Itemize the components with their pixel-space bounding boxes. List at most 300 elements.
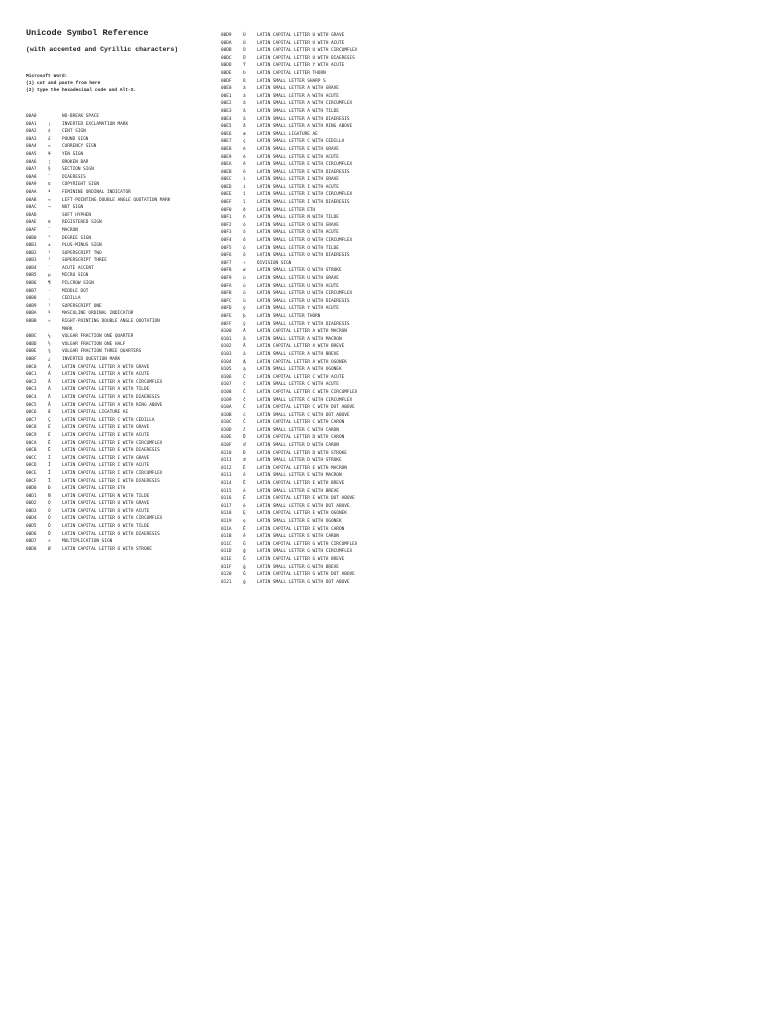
- symbol-row: [26, 204, 216, 212]
- character-name: LATIN SMALL LETTER I WITH DIAERESIS: [257, 200, 350, 206]
- character-name: LATIN CAPITAL LETTER O WITH ACUTE: [62, 508, 150, 514]
- symbol-row: [221, 472, 393, 480]
- character-name: DIVISION SIGN: [257, 260, 292, 266]
- instruction-line: (1) cut and paste from here: [26, 81, 101, 86]
- character-name: CURRENCY SIGN: [62, 144, 97, 150]
- character-name: YEN SIGN: [62, 151, 84, 157]
- symbol-row: [26, 310, 216, 318]
- page-subtitle: (with accented and Cyrillic characters): [26, 46, 179, 53]
- symbol-glyph: ĝ: [243, 549, 246, 555]
- character-name: NO-BREAK SPACE: [62, 114, 100, 119]
- code-point: 0111: [221, 458, 232, 464]
- symbol-row: [26, 151, 216, 159]
- code-point: 0119: [221, 519, 232, 524]
- character-name: LATIN CAPITAL LETTER E WITH MACRON: [257, 465, 347, 471]
- character-name: LATIN CAPITAL LETTER E WITH CARON: [257, 526, 345, 532]
- symbol-row: [221, 564, 393, 572]
- symbol-glyph: ¿: [48, 357, 51, 362]
- symbol-row: [221, 161, 393, 169]
- symbol-row: [26, 113, 216, 121]
- symbol-glyph: Ë: [48, 448, 51, 454]
- symbol-row: [26, 364, 216, 372]
- symbol-glyph: ą: [243, 367, 246, 373]
- character-name: LATIN CAPITAL LETTER C WITH ACUTE: [257, 374, 345, 380]
- symbol-row: [26, 379, 216, 387]
- symbol-row: [221, 191, 393, 199]
- character-name: LATIN SMALL LETTER Y WITH DIAERESIS: [257, 321, 350, 327]
- code-point: 00AD: [26, 212, 37, 218]
- symbol-glyph: ē: [243, 473, 246, 479]
- code-point: 00F2: [221, 222, 232, 228]
- symbol-row: [26, 440, 216, 448]
- code-point: 00FE: [221, 313, 232, 319]
- symbol-row: [221, 579, 393, 587]
- symbol-glyph: à: [243, 86, 246, 92]
- symbol-glyph: Ô: [48, 516, 51, 522]
- symbol-glyph: Â: [48, 379, 51, 385]
- symbol-glyph: ¾: [48, 349, 51, 355]
- character-name: LATIN CAPITAL LETTER A WITH OGONEK: [257, 359, 347, 365]
- code-point: 00D1: [26, 493, 37, 499]
- character-name: LATIN CAPITAL LETTER D WITH STROKE: [257, 450, 347, 456]
- code-point: 00BA: [26, 311, 37, 317]
- code-point: 0101: [221, 336, 232, 342]
- character-name: LATIN SMALL LETTER THORN: [257, 313, 321, 319]
- symbol-glyph: å: [243, 124, 246, 130]
- character-name: LATIN CAPITAL LETTER A WITH TILDE: [62, 387, 150, 393]
- character-name: LATIN CAPITAL LETTER G WITH DOT ABOVE: [257, 572, 355, 578]
- symbol-row: [221, 146, 393, 154]
- code-point: 011E: [221, 556, 232, 562]
- code-point: 00BF: [26, 357, 37, 362]
- symbol-glyph: µ: [48, 273, 51, 279]
- character-name: LATIN SMALL LETTER Y WITH ACUTE: [257, 306, 339, 312]
- symbol-glyph: Ê: [48, 440, 51, 446]
- symbol-row: [26, 356, 216, 364]
- symbol-row: [221, 214, 393, 222]
- symbol-glyph: Ğ: [243, 556, 246, 562]
- symbol-row: [26, 462, 216, 470]
- symbol-row: [26, 242, 216, 250]
- symbol-row: [221, 123, 393, 131]
- character-name: LATIN SMALL LETTER E WITH ACUTE: [257, 154, 339, 160]
- symbol-row: [26, 212, 216, 220]
- code-point: 00BB: [26, 319, 37, 325]
- character-name: LATIN SMALL LETTER G WITH DOT ABOVE: [257, 579, 350, 585]
- symbol-row: [221, 78, 393, 86]
- code-point: 00C0: [26, 364, 37, 370]
- symbol-glyph: [48, 326, 62, 334]
- code-point: 00AF: [26, 227, 37, 233]
- symbol-row: [26, 227, 216, 235]
- character-name: INVERTED QUESTION MARK: [62, 357, 121, 362]
- character-name: LATIN CAPITAL LETTER A WITH RING ABOVE: [62, 402, 163, 408]
- symbol-glyph: Ù: [243, 33, 246, 38]
- character-name: LATIN SMALL LETTER A WITH GRAVE: [257, 86, 339, 92]
- character-name: LATIN CAPITAL LETTER A WITH GRAVE: [62, 364, 150, 370]
- symbol-glyph: ğ: [243, 564, 246, 570]
- code-point: 0107: [221, 382, 232, 388]
- symbol-row: [221, 40, 393, 48]
- code-point: 00C6: [26, 410, 37, 416]
- character-name: COPYRIGHT SIGN: [62, 182, 100, 188]
- code-point: 0100: [221, 329, 232, 335]
- symbol-glyph: ü: [243, 298, 246, 304]
- character-name: LATIN SMALL LETTER O WITH ACUTE: [257, 230, 339, 236]
- character-name: LATIN SMALL LETTER O WITH DIAERESIS: [257, 253, 350, 259]
- code-point: 00A9: [26, 182, 37, 188]
- symbol-glyph: Ď: [243, 435, 246, 441]
- character-name: ACUTE ACCENT: [62, 265, 94, 271]
- character-name: LATIN CAPITAL LETTER ETH: [62, 486, 126, 492]
- code-point: 00C9: [26, 432, 37, 438]
- symbol-row: [26, 447, 216, 455]
- symbol-glyph: î: [243, 192, 246, 198]
- code-point: 010D: [221, 427, 232, 433]
- character-name: DEGREE SIGN: [62, 235, 92, 241]
- code-point: 00B9: [26, 303, 37, 309]
- code-point: 00B8: [26, 296, 37, 302]
- character-name: LATIN SMALL LETTER C WITH CARON: [257, 427, 339, 433]
- symbol-glyph: ø: [243, 268, 246, 274]
- symbol-row: [221, 138, 393, 146]
- symbol-row: [221, 480, 393, 488]
- symbol-glyph: É: [48, 432, 51, 438]
- symbol-row: [221, 237, 393, 245]
- symbol-glyph: ö: [243, 253, 246, 259]
- symbol-row: [26, 128, 216, 136]
- code-point: 00AE: [26, 220, 37, 226]
- code-point: 00DF: [221, 78, 232, 84]
- code-point: 00F3: [221, 230, 232, 236]
- character-name: LATIN SMALL LETTER O WITH TILDE: [257, 245, 339, 251]
- symbol-row: [221, 434, 393, 442]
- character-name: LATIN SMALL LETTER I WITH ACUTE: [257, 184, 339, 190]
- symbol-glyph: ñ: [243, 215, 246, 221]
- character-name: INVERTED EXCLAMATION MARK: [62, 121, 129, 127]
- symbol-glyph: ¼: [48, 334, 51, 340]
- code-point: 00D2: [26, 501, 37, 507]
- code-point: 00C4: [26, 394, 37, 400]
- symbol-glyph: ¡: [48, 121, 51, 127]
- symbol-row: [26, 250, 216, 258]
- symbol-glyph: č: [243, 427, 246, 433]
- code-point: 00E3: [221, 108, 232, 114]
- code-point: 00F0: [221, 207, 232, 213]
- symbol-glyph: ě: [243, 534, 246, 540]
- symbol-row: [26, 409, 216, 417]
- symbol-glyph: £: [48, 136, 51, 142]
- symbol-row: [221, 116, 393, 124]
- code-point: 00FD: [221, 306, 232, 312]
- character-name: LATIN SMALL LETTER C WITH DOT ABOVE: [257, 412, 350, 418]
- symbol-row: [26, 386, 216, 394]
- code-point: 010F: [221, 443, 232, 449]
- code-point: 00C7: [26, 417, 37, 423]
- code-point: 00C1: [26, 372, 37, 378]
- character-name: LATIN SMALL LETTER E WITH GRAVE: [257, 146, 339, 152]
- character-name: LATIN SMALL LETTER E WITH DOT ABOVE: [257, 503, 350, 509]
- code-point: 00EC: [221, 177, 232, 183]
- character-name: LATIN CAPITAL LETTER O WITH STROKE: [62, 546, 152, 552]
- symbol-row: [221, 518, 393, 526]
- character-name: LATIN CAPITAL LETTER O WITH TILDE: [62, 524, 150, 530]
- symbol-row: [221, 32, 393, 40]
- symbol-row: [221, 556, 393, 564]
- symbol-glyph: Ą: [243, 359, 246, 365]
- symbol-glyph: Ĕ: [243, 481, 246, 487]
- symbol-row: [221, 275, 393, 283]
- character-name: LATIN SMALL LETTER I WITH GRAVE: [257, 177, 339, 183]
- character-name: CENT SIGN: [62, 129, 86, 135]
- symbol-glyph: Å: [48, 402, 51, 408]
- symbol-glyph: Ć: [243, 374, 246, 380]
- code-point: 00C2: [26, 379, 37, 385]
- code-point: 011A: [221, 526, 232, 532]
- character-name: NOT SIGN: [62, 205, 84, 211]
- symbol-glyph: ¦: [48, 159, 51, 165]
- symbol-row: [221, 70, 393, 78]
- symbol-glyph: «: [48, 197, 51, 203]
- character-name: LATIN CAPITAL LETTER O WITH CIRCUMFLEX: [62, 516, 163, 522]
- character-name: LATIN CAPITAL LETTER A WITH CIRCUMFLEX: [62, 379, 163, 385]
- symbol-row: [26, 546, 216, 554]
- symbol-row: [221, 290, 393, 298]
- symbol-row: [221, 283, 393, 291]
- code-point: 00FA: [221, 283, 232, 289]
- symbol-glyph: ì: [243, 177, 246, 183]
- symbol-glyph: Î: [48, 470, 51, 476]
- symbol-glyph: ï: [243, 200, 246, 206]
- code-point: 00E7: [221, 139, 232, 145]
- character-name: LATIN SMALL LETTER E WITH BREVE: [257, 488, 339, 494]
- symbol-glyph: Ã: [48, 387, 51, 393]
- symbol-glyph: ă: [243, 351, 246, 357]
- symbol-glyph: á: [243, 93, 246, 99]
- code-point: 0106: [221, 374, 232, 380]
- symbol-glyph: ÷: [243, 260, 246, 266]
- code-point: [26, 326, 48, 334]
- code-point: 00BD: [26, 341, 37, 347]
- character-name: LATIN CAPITAL LETTER C WITH CARON: [257, 420, 345, 426]
- code-point: 00D3: [26, 508, 37, 514]
- symbol-glyph: ¹: [48, 303, 51, 309]
- code-point: 00BC: [26, 334, 37, 340]
- symbol-row: [26, 417, 216, 425]
- symbol-glyph: ê: [243, 162, 246, 168]
- symbol-glyph: ù: [243, 276, 246, 281]
- symbol-glyph: ó: [243, 230, 246, 236]
- character-name: LATIN CAPITAL LETTER E WITH DOT ABOVE: [257, 496, 355, 502]
- symbol-glyph: Æ: [48, 410, 51, 416]
- symbol-row: [221, 260, 393, 268]
- character-name: SECTION SIGN: [62, 167, 94, 173]
- symbol-column-2: [221, 32, 393, 586]
- symbol-glyph: ć: [243, 382, 246, 388]
- code-point: 00A7: [26, 167, 37, 173]
- symbol-row: [221, 245, 393, 253]
- symbol-glyph: ė: [243, 503, 246, 509]
- symbol-row: [26, 455, 216, 463]
- code-point: 00A1: [26, 121, 37, 127]
- symbol-row: [221, 503, 393, 511]
- symbol-row: [221, 47, 393, 55]
- code-point: 00B1: [26, 243, 37, 249]
- character-name: LATIN CAPITAL LETTER U WITH CIRCUMFLEX: [257, 48, 358, 54]
- character-name: LATIN SMALL LETTER U WITH CIRCUMFLEX: [257, 291, 353, 297]
- symbol-glyph: ³: [48, 258, 51, 264]
- symbol-glyph: ã: [243, 108, 246, 114]
- code-point: 00A4: [26, 144, 37, 150]
- character-name: LATIN SMALL LETTER A WITH ACUTE: [257, 93, 339, 99]
- symbol-row: [221, 328, 393, 336]
- symbol-row: [26, 432, 216, 440]
- code-point: 0120: [221, 572, 232, 578]
- symbol-glyph: ú: [243, 283, 246, 289]
- code-point: 00D9: [221, 33, 232, 38]
- character-name: LATIN CAPITAL LETTER G WITH CIRCUMFLEX: [257, 541, 358, 547]
- symbol-glyph: Ñ: [48, 493, 51, 499]
- symbol-row: [26, 189, 216, 197]
- code-point: 00DC: [221, 55, 232, 61]
- symbol-glyph: Ö: [48, 531, 51, 537]
- symbol-row: [26, 235, 216, 243]
- symbol-row: [221, 404, 393, 412]
- instruction-line: (2) type the hexadecimal code and Alt-X.: [26, 88, 137, 93]
- code-point: 0102: [221, 344, 232, 350]
- character-name: SUPERSCRIPT TWO: [62, 250, 102, 256]
- character-name: LATIN CAPITAL LETTER A WITH ACUTE: [62, 372, 150, 378]
- character-name: PLUS-MINUS SIGN: [62, 243, 102, 249]
- character-name: LATIN SMALL LETTER E WITH DIAERESIS: [257, 169, 350, 175]
- symbol-glyph: »: [48, 319, 51, 325]
- symbol-row: [221, 305, 393, 313]
- symbol-row: [221, 93, 393, 101]
- code-point: 0108: [221, 389, 232, 395]
- code-point: 00FB: [221, 291, 232, 297]
- symbol-row: [221, 85, 393, 93]
- code-point: 011D: [221, 549, 232, 555]
- code-point: 010E: [221, 435, 232, 441]
- symbol-row: [221, 55, 393, 63]
- character-name: LATIN SMALL LETTER E WITH MACRON: [257, 473, 342, 479]
- character-name: REGISTERED SIGN: [62, 220, 102, 226]
- code-point: 00AB: [26, 197, 37, 203]
- code-point: 00CD: [26, 463, 37, 469]
- code-point: 00DE: [221, 70, 232, 76]
- character-name: LATIN SMALL LETTER O WITH GRAVE: [257, 222, 339, 228]
- symbol-row: [221, 488, 393, 496]
- symbol-row: [221, 548, 393, 556]
- code-point: 0114: [221, 481, 232, 487]
- symbol-row: [26, 143, 216, 151]
- character-name: LATIN SMALL LETTER E WITH CIRCUMFLEX: [257, 162, 353, 168]
- symbol-row: [221, 366, 393, 374]
- character-name: LATIN CAPITAL LETTER E WITH DIAERESIS: [62, 448, 160, 454]
- code-point: 011F: [221, 564, 232, 570]
- symbol-row: [221, 313, 393, 321]
- symbol-row: [221, 412, 393, 420]
- symbol-glyph: Ò: [48, 501, 51, 507]
- symbol-glyph: ç: [243, 139, 246, 145]
- symbol-row: [26, 181, 216, 189]
- character-name: LATIN CAPITAL LETTER O WITH GRAVE: [62, 501, 150, 507]
- symbol-glyph: [48, 113, 62, 121]
- symbol-glyph: ¯: [48, 227, 51, 233]
- symbol-glyph: ¢: [48, 129, 51, 135]
- code-point: 00F7: [221, 260, 232, 266]
- code-point: 00C3: [26, 387, 37, 393]
- symbol-glyph: Ð: [48, 486, 51, 492]
- character-name: LATIN SMALL LETTER N WITH TILDE: [257, 215, 339, 221]
- symbol-glyph: ý: [243, 306, 246, 312]
- symbol-row: [26, 295, 216, 303]
- symbol-row: [26, 424, 216, 432]
- code-point: 00AA: [26, 189, 37, 195]
- character-name: LATIN SMALL LETTER G WITH BREVE: [257, 564, 339, 570]
- symbol-glyph: ¸: [48, 296, 51, 302]
- symbol-glyph: õ: [243, 245, 246, 251]
- symbol-glyph: ±: [48, 243, 51, 249]
- symbol-row: [221, 62, 393, 70]
- symbol-row: [26, 371, 216, 379]
- code-point: 0104: [221, 359, 232, 365]
- symbol-glyph: ß: [243, 78, 246, 84]
- symbol-row: [26, 523, 216, 531]
- code-point: 00EF: [221, 200, 232, 206]
- code-point: 00E0: [221, 86, 232, 92]
- symbol-row: [221, 374, 393, 382]
- character-name: LATIN SMALL LETTER U WITH ACUTE: [257, 283, 339, 289]
- symbol-glyph: Ì: [48, 455, 51, 461]
- code-point: 00F6: [221, 253, 232, 259]
- symbol-glyph: Õ: [48, 524, 51, 530]
- code-point: 00E6: [221, 131, 232, 137]
- code-point: 00A3: [26, 136, 37, 142]
- symbol-glyph: Đ: [243, 450, 246, 456]
- character-name: LATIN SMALL LETTER SHARP S: [257, 78, 326, 84]
- character-name: MIDDLE DOT: [62, 288, 89, 294]
- code-point: 00DD: [221, 63, 232, 69]
- symbol-row: [26, 136, 216, 144]
- symbol-row: [26, 333, 216, 341]
- symbol-row: [221, 131, 393, 139]
- symbol-glyph: ĉ: [243, 397, 246, 403]
- character-name: LATIN SMALL LETTER A WITH DIAERESIS: [257, 116, 350, 122]
- character-name: VULGAR FRACTION ONE QUARTER: [62, 334, 134, 340]
- code-point: 00CA: [26, 440, 37, 446]
- character-name: LATIN SMALL LETTER A WITH RING ABOVE: [257, 124, 353, 130]
- code-point: 010B: [221, 412, 232, 418]
- symbol-glyph: ë: [243, 169, 246, 175]
- code-point: 00FC: [221, 298, 232, 304]
- symbol-row: [221, 298, 393, 306]
- symbol-glyph: ¥: [48, 151, 51, 157]
- code-point: 00E2: [221, 101, 232, 107]
- code-point: 00DB: [221, 48, 232, 54]
- symbol-row: [26, 500, 216, 508]
- instruction-line: Microsoft Word:: [26, 74, 68, 79]
- symbol-row: [221, 252, 393, 260]
- symbol-row: [221, 442, 393, 450]
- symbol-row: [26, 493, 216, 501]
- symbol-glyph: æ: [243, 131, 246, 137]
- symbol-glyph: Ú: [243, 40, 246, 46]
- symbol-glyph: °: [48, 235, 51, 241]
- symbol-row: [221, 267, 393, 275]
- symbol-glyph: Ē: [243, 465, 246, 471]
- code-point: 00F4: [221, 238, 232, 244]
